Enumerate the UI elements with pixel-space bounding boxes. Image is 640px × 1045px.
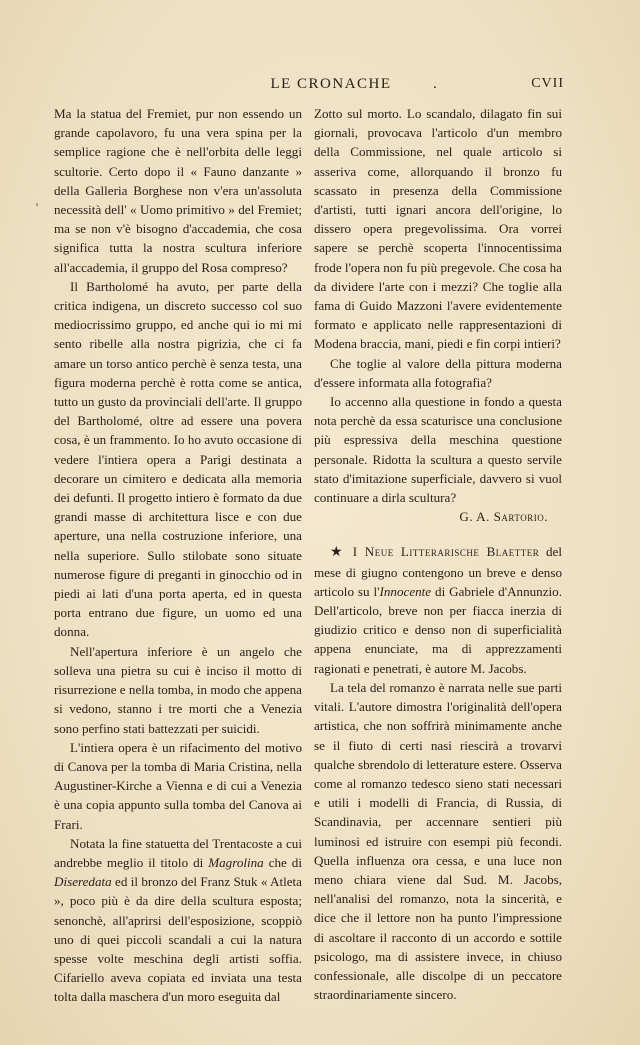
paragraph: Che toglie al valore della pittura moderna d'essere informata alla fotografia? bbox=[314, 355, 562, 390]
text-run: che di bbox=[263, 854, 302, 870]
text-run: di Gabriele d'Annunzio. Dell'articolo, breve non per fiacca inerzia di giudizio critico e denso non di superficialità appena enunciate, ma di apprezzamenti ragionati e penetrati, è autore M. Jacobs. bbox=[314, 583, 562, 676]
paragraph bbox=[54, 834, 302, 1007]
running-title: LE CRONACHE bbox=[270, 76, 392, 92]
author-signature: G. A. Sartorio. bbox=[459, 509, 548, 525]
italic-title: Magrolina bbox=[208, 854, 264, 870]
paragraph: Ma la statua del Fremiet, pur non essendo un grande capolavoro, fu una vera spina per la semplice ragione che è nell'orbita delle leggi scultorie. Certo dopo il « Fauno danzante » della Galleria Borghese non v'era un'assoluta necessità dell' « Uomo primitivo » del Fremiet; ma se non v'è bisogno d'accademia, che cosa significa tutta la nostra scultura inferiore all'accademia, il gruppo del Rosa compreso? bbox=[54, 106, 302, 275]
paragraph: Io accenno alla questione in fondo a questa nota perchè da essa scaturisce una conclusione più espressiva della meschina questione personale. Ridotta la scultura a questo servile stato d'imitazione superficiale, davvero si vuol continuare a dirla scultura? bbox=[314, 394, 562, 506]
paragraph: Nell'apertura inferiore è un angelo che solleva una pietra su cui è inciso il motto di risurrezione e nella tomba, in modo che appena si vedono, stanno i tre morti che a Venezia sono perfino stati battezzati per suicidi. bbox=[54, 643, 302, 736]
section-gap bbox=[314, 526, 562, 542]
paragraph: L'intiera opera è un rifacimento del motivo di Canova per la tomba di Maria Cristina, nella Augustiner-Kirche a Vienna e di cui a Venezia è una copia appunto sulla tomba del Canova ai Frari. bbox=[54, 739, 302, 832]
paragraph: Zotto sul morto. Lo scandalo, dilagato fin sui giornali, provocava l'articolo d'un membro della Commissione, nel quale articolo si asseriva come, allorquando il bronzo fu scassato in presenza della Commissione d'artisti, tutti ignari ancora dell'origine, lo dissero opera pregevolissima. Ora vorrei sapere se perchè scoperta l'innocentissima frode l'opera non fu più pregevole. Che cosa ha da dividere l'arte con i mezzi? Che toglie alla fama di Guido Mazzoni l'avere evidentemente formato e applicato nelle rappresentazioni di Modena braccia, mani, piedi e fin corpi intieri? bbox=[314, 106, 562, 352]
running-header bbox=[52, 76, 564, 96]
journal-title: I Neue Litterarische Blaetter bbox=[352, 544, 540, 560]
left-column bbox=[54, 104, 302, 1007]
text-run: del mese di giugno contengono un breve e denso articolo su l' bbox=[314, 544, 562, 599]
page-number: CVII bbox=[531, 76, 564, 91]
right-column bbox=[314, 104, 562, 1004]
text-run: ed il bronzo del Franz Stuk « Atleta », poco più è da dire della scultura esposta; senonchè, all'aprirsi dell'esposizione, scoppiò uno di quei piccoli scandali a cui la natura spesse volte meschina degli artisti soffia. Cifariello aveva copiata ed inviata una testa tolta dalla maschera d'un moro eseguita dal bbox=[54, 874, 302, 1005]
header-dot: . bbox=[433, 76, 439, 92]
paragraph bbox=[314, 542, 562, 677]
star-icon: ★ bbox=[330, 545, 346, 561]
text-run: Notata la fine statuetta del Trentacoste a cui andrebbe meglio il titolo di bbox=[54, 835, 302, 870]
paragraph: Il Bartholomé ha avuto, per parte della critica indigena, un discreto successo col suo mediocrissimo gruppo, ed anche qui io mi mi sento ribelle alla nostra pigrizia, che ci fa amare un torso antico perchè è senza testa, una figura moderna perchè è rotta come se antica, tutto un gusto da provinciali dell'arte. Il gruppo del Bartholomé, oltre ad essere una povera cosa, è un frammento. Io ho avuto occasione di vedere l'intiera opera a Parigi destinata a decorare un cimitero e dedicata alla memoria dei defunti. Il progetto intiero è formato da due grandi masse di architettura lisce e con due aperture, una nella costruzione inferiore, una nella superiore. Sullo stilobate sono situate numerose figure di preganti in ginocchio od in piedi ai lati d'una porta aperta, ed in questa porta entrano due figure, un uomo ed una donna. bbox=[54, 278, 302, 640]
italic-title: Diseredata bbox=[54, 874, 112, 890]
italic-title: Innocente bbox=[379, 583, 432, 599]
margin-mark: ' bbox=[36, 200, 39, 214]
paragraph: La tela del romanzo è narrata nelle sue parti vitali. L'autore dimostra l'originalità dell'opera artistica, che non soffrirà minimamente anche se il fiuto di certi nasi riescirà a trovarvi qualche sbrendolo di letterature estere. Osserva come al romanzo tedesco sieno stati necessari e utili i modelli di Francia, di Russia, di Scandinavia, per accennare sentieri più luminosi ed istruire con esempi più fecondi. Quella influenza ora cessa, e una luce non meno chiara viene dal Sud. M. Jacobs, nell'analisi del romanzo, nota la sincerità, e dice che il lettore non ha punto l'impressione di ascoltare il racconto di un accordo e sottile psicologo, ma di assistere invece, in chiuso confessionale, alle discolpe di un peccatore straordinariamente sincero. bbox=[314, 679, 562, 1003]
